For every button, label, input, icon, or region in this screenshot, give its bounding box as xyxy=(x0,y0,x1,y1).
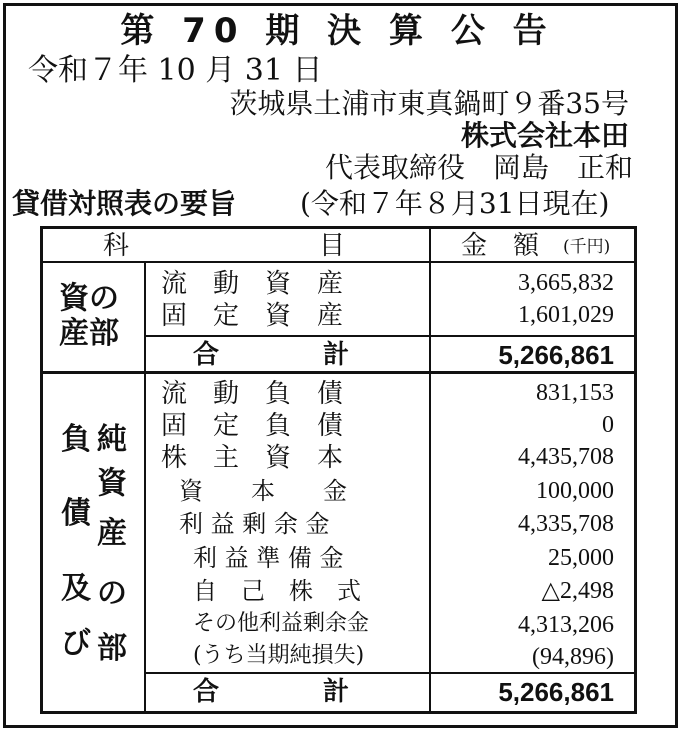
liab-label-char: 産 xyxy=(97,516,127,551)
representative: 代表取締役 岡島 正和 xyxy=(324,151,633,184)
liab-label-char: 純 xyxy=(97,422,127,457)
liab-total-value: 5,266,861 xyxy=(498,677,614,707)
company-address: 茨城県土浦市東真鍋町９番35号 xyxy=(229,87,629,120)
assets-total-label: 合 計 xyxy=(193,340,350,370)
liab-label-char: び xyxy=(61,626,91,661)
row-label: その他利益剰余金 xyxy=(193,611,370,636)
liab-total-label: 合 計 xyxy=(193,677,350,707)
balance-sheet-title: 貸借対照表の要旨 xyxy=(12,187,237,220)
row-value: 0 xyxy=(602,412,614,438)
row-value: 831,153 xyxy=(536,380,614,406)
assets-total-rule xyxy=(144,335,634,337)
category-divider xyxy=(144,261,146,711)
notice-title: 第 70 期 決 算 公 告 xyxy=(120,11,555,51)
row-label: (うち当期純損失) xyxy=(193,643,365,668)
notice-date: 令和７年 10 月 31 日 xyxy=(28,53,323,88)
row-value: 4,435,708 xyxy=(518,444,614,470)
assets-label-line1: 資の xyxy=(59,281,119,316)
row-label: 流 動 負 債 xyxy=(161,379,344,409)
liab-label-char: 資 xyxy=(97,466,127,501)
row-value: 1,601,029 xyxy=(518,302,614,328)
row-label: 利 益 剰 余 金 xyxy=(179,510,330,538)
header-rule xyxy=(43,261,634,263)
row-label: 自 己 株 式 xyxy=(193,577,361,605)
header-item-1: 科 xyxy=(103,231,130,261)
balance-sheet-table xyxy=(40,226,637,714)
row-label: 株 主 資 本 xyxy=(161,443,344,473)
row-value: 4,335,708 xyxy=(518,511,614,537)
assets-total-value: 5,266,861 xyxy=(498,340,614,370)
liab-label-char: 債 xyxy=(61,496,91,531)
header-item-2: 目 xyxy=(319,231,346,261)
row-value: 100,000 xyxy=(536,478,614,504)
row-label: 流 動 資 産 xyxy=(161,269,344,299)
row-value: (94,896) xyxy=(532,644,614,670)
row-label: 利 益 準 備 金 xyxy=(193,544,344,572)
liab-label-char: 部 xyxy=(97,631,127,666)
row-value: 4,313,206 xyxy=(518,612,614,638)
row-value: △2,498 xyxy=(541,578,614,604)
row-value: 3,665,832 xyxy=(518,270,614,296)
liab-label-char: 及 xyxy=(61,571,91,606)
liab-label-char: の xyxy=(97,576,127,611)
header-amount: 金 額 xyxy=(461,231,540,261)
liab-label-char: 負 xyxy=(61,422,91,457)
company-name: 株式会社本田 xyxy=(460,119,629,152)
header-unit: (千円) xyxy=(563,237,611,257)
assets-label-line2: 産部 xyxy=(59,316,119,351)
row-label: 資 本 金 xyxy=(179,477,347,505)
liab-total-rule xyxy=(144,672,634,674)
section-rule xyxy=(43,371,634,374)
row-label: 固 定 資 産 xyxy=(161,301,344,331)
row-label: 固 定 負 債 xyxy=(161,411,344,441)
amount-divider xyxy=(429,229,431,711)
balance-sheet-date: (令和７年８月31日現在) xyxy=(300,187,610,220)
row-value: 25,000 xyxy=(548,545,614,571)
